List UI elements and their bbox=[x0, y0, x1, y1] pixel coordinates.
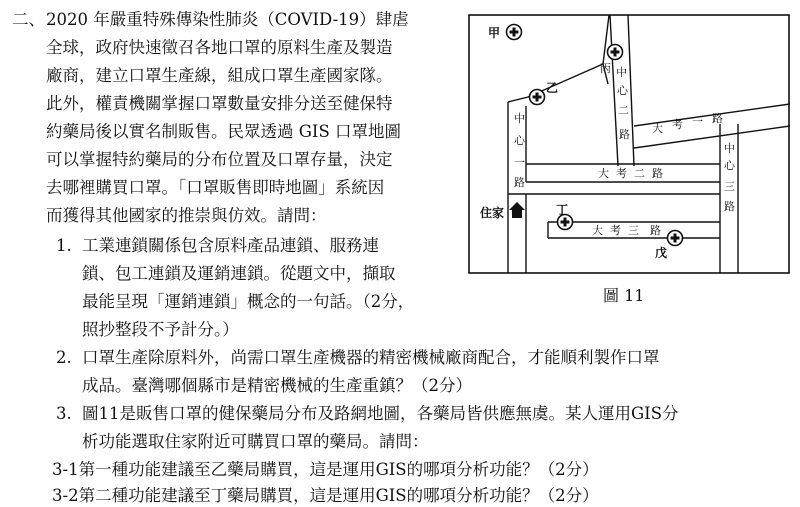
item-label: 3. bbox=[56, 404, 72, 423]
road-char: 路 bbox=[712, 112, 723, 125]
road-char: 心 bbox=[514, 134, 525, 147]
intro-line: 而獲得其他國家的推崇與仿效。請問： bbox=[46, 206, 327, 225]
pharmacy-label: 丙 bbox=[600, 62, 611, 75]
pharmacy-cross-icon bbox=[668, 231, 683, 246]
road-char: 大 bbox=[652, 122, 663, 135]
road-char: 路 bbox=[724, 200, 735, 213]
road-char: 路 bbox=[514, 176, 525, 189]
pharmacy-label: 甲 bbox=[488, 26, 501, 40]
intro-line: 廠商，建立口罩生產線，組成口罩生產國家隊。 bbox=[46, 66, 393, 85]
item-label: 2. bbox=[56, 348, 72, 367]
road-char: 考 bbox=[616, 167, 627, 180]
pharmacy-cross-icon bbox=[530, 90, 545, 105]
road-char: 心 bbox=[617, 84, 628, 97]
pharmacy-label: 乙 bbox=[546, 81, 559, 95]
subitem-3-2: 3-2第二種功能建議至丁藥局購買，這是運用GIS的哪項分析功能？（2分） bbox=[52, 486, 599, 505]
intro-line: 約藥局後以實名制販售。民眾透過 GIS 口罩地圖 bbox=[46, 122, 401, 141]
item-line: 圖11是販售口罩的健保藥局分布及路網地圖，各藥局皆供應無虞。某人運用GIS分 bbox=[82, 404, 679, 423]
road-char: 三 bbox=[724, 180, 735, 193]
pharmacy-cross-icon bbox=[507, 25, 522, 40]
item-line: 析功能選取住家附近可購買口罩的藥局。請問： bbox=[82, 432, 429, 451]
figure-caption: 圖 11 bbox=[603, 286, 645, 305]
item-line: 最能呈現「運銷連鎖」概念的一句話。（2分， bbox=[82, 292, 415, 311]
pharmacy-cross-icon bbox=[608, 45, 623, 60]
item-label: 1. bbox=[56, 236, 72, 255]
intro-line: 此外，權責機關掌握口罩數量安排分送至健保特 bbox=[46, 94, 393, 113]
road-char: 心 bbox=[724, 159, 735, 172]
road-char: 二 bbox=[618, 104, 629, 117]
item-line: 成品。臺灣哪個縣市是精密機械的生產重鎮？（2分） bbox=[82, 376, 472, 395]
road-char: 考 bbox=[610, 224, 621, 237]
item-line: 鎖、包工連鎖及運銷連鎖。從題文中，擷取 bbox=[82, 264, 396, 283]
road-char: 二 bbox=[634, 167, 645, 180]
road-char: 中 bbox=[616, 66, 627, 79]
subitem-3-1: 3-1第一種功能建議至乙藥局購買，這是運用GIS的哪項分析功能？（2分） bbox=[52, 460, 599, 479]
road-char: 路 bbox=[619, 128, 630, 141]
question-number: 二、 bbox=[12, 10, 45, 29]
pharmacy-label: 戊 bbox=[655, 246, 668, 260]
road-char: 三 bbox=[628, 224, 639, 237]
map-svg bbox=[468, 14, 790, 274]
intro-line: 2020 年嚴重特殊傳染性肺炎（COVID-19）肆虐 bbox=[46, 10, 409, 29]
home-label: 住家 bbox=[480, 206, 505, 220]
road-char: 大 bbox=[592, 224, 603, 237]
road-char: 考 bbox=[672, 118, 683, 131]
road-network-map bbox=[468, 14, 790, 274]
road-char: 路 bbox=[652, 167, 663, 180]
road-char: 一 bbox=[514, 156, 525, 169]
intro-line: 全球，政府快速徵召各地口罩的原料生產及製造 bbox=[46, 38, 393, 57]
intro-line: 去哪裡購買口罩。「口罩販售即時地圖」系統因 bbox=[46, 178, 385, 197]
item-line: 口罩生產除原料外，尚需口罩生產機器的精密機械廠商配合，才能順利製作口罩 bbox=[82, 348, 660, 367]
road-char: 一 bbox=[692, 115, 703, 128]
road-char: 大 bbox=[598, 167, 609, 180]
item-line: 工業連鎖關係包含原料產品連鎖、服務連 bbox=[82, 236, 379, 255]
item-line: 照抄整段不予計分。） bbox=[82, 320, 239, 339]
road-char: 中 bbox=[724, 142, 735, 155]
intro-line: 可以掌握特約藥局的分布位置及口罩存量，決定 bbox=[46, 150, 393, 169]
pharmacy-label: 丁 bbox=[556, 203, 569, 217]
road-char: 路 bbox=[650, 224, 661, 237]
road-char: 中 bbox=[514, 112, 525, 125]
